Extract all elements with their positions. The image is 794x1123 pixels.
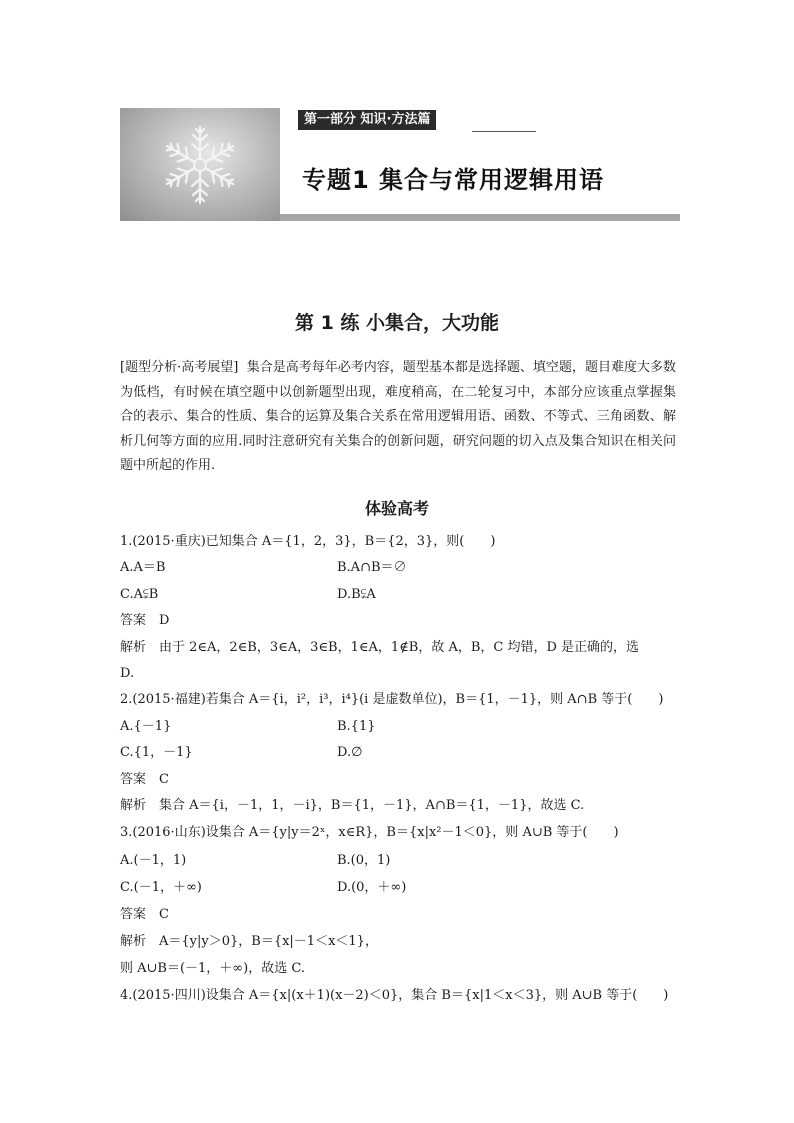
analysis-line: 解析 A＝{y|y＞0}，B＝{x|－1＜x＜1}， — [120, 934, 378, 949]
topic-title: 专题1 集合与常用逻辑用语 — [302, 166, 605, 194]
option-b: B.(0，1) — [337, 853, 391, 868]
option-b: B.A∩B＝∅ — [337, 560, 407, 575]
question-stem: 3.(2016·山东)设集合 A＝{y|y＝2ˣ，x∈R}，B＝{x|x²－1＜0}，则 A∪B 等于( ) — [120, 825, 619, 840]
snowflake-icon — [152, 122, 248, 208]
analysis-line: 解析 由于 2∈A，2∈B，3∈A，3∈B，1∈A，1∉B，故 A，B，C 均错，D 是正确的，选 — [120, 640, 640, 655]
option-d: D.(0，＋∞) — [337, 880, 407, 895]
snowflake-image — [120, 108, 280, 221]
question-stem: 1.(2015·重庆)已知集合 A＝{1，2，3}，B＝{2，3}，则( ) — [120, 534, 496, 549]
analysis-line: 解析 集合 A＝{i，－1，1，－i}，B＝{1，－1}，A∩B＝{1，－1}，故选 C. — [120, 798, 585, 813]
intro-text: 集合是高考每年必考内容，题型基本都是选择题、填空题，题目难度大多数为低档，有时候在填空题中以创新题型出现，难度稍高，在二轮复习中，本部分应该重点掌握集合的表示、集合的性质、集合的运算及集合关系在常用逻辑用语、函数、不等式、三角函数、解析几何等方面的应用.同时注意研究有关集合的创新问题，研究问题的切入点及集合知识在相关问题中所起的作用. — [120, 360, 677, 473]
option-c: C.A⫋B — [120, 587, 159, 602]
banner-bar — [280, 214, 680, 221]
answer: 答案 C — [120, 907, 169, 922]
analysis-line: D. — [120, 666, 135, 681]
option-a: A.{－1} — [120, 719, 172, 734]
option-b: B.{1} — [337, 719, 376, 734]
chapter-banner — [120, 108, 680, 222]
option-d: D.B⫋A — [337, 587, 376, 602]
analysis-line: 则 A∪B＝(－1，＋∞)，故选 C. — [120, 961, 305, 976]
lesson-title: 第 1 练 小集合，大功能 — [294, 312, 500, 334]
part-divider — [472, 131, 536, 132]
option-c: C.(－1，＋∞) — [120, 880, 202, 895]
option-a: A.(－1，1) — [120, 853, 187, 868]
section-title: 体验高考 — [364, 499, 429, 518]
intro-paragraph — [120, 356, 676, 479]
part-label: 第一部分 知识·方法篇 — [298, 110, 436, 130]
question-stem: 4.(2015·四川)设集合 A＝{x|(x＋1)(x－2)＜0}，集合 B＝{x|1＜x＜3}，则 A∪B 等于( ) — [120, 988, 669, 1003]
option-c: C.{1，－1} — [120, 745, 193, 760]
intro-tag: [题型分析·高考展望] — [120, 360, 239, 375]
question-stem: 2.(2015·福建)若集合 A＝{i，i²，i³，i⁴}(i 是虚数单位)，B＝{1，－1}，则 A∩B 等于( ) — [120, 692, 664, 707]
option-d: D.∅ — [337, 745, 363, 760]
answer: 答案 C — [120, 772, 169, 787]
answer: 答案 D — [120, 613, 170, 628]
option-a: A.A＝B — [120, 560, 166, 575]
